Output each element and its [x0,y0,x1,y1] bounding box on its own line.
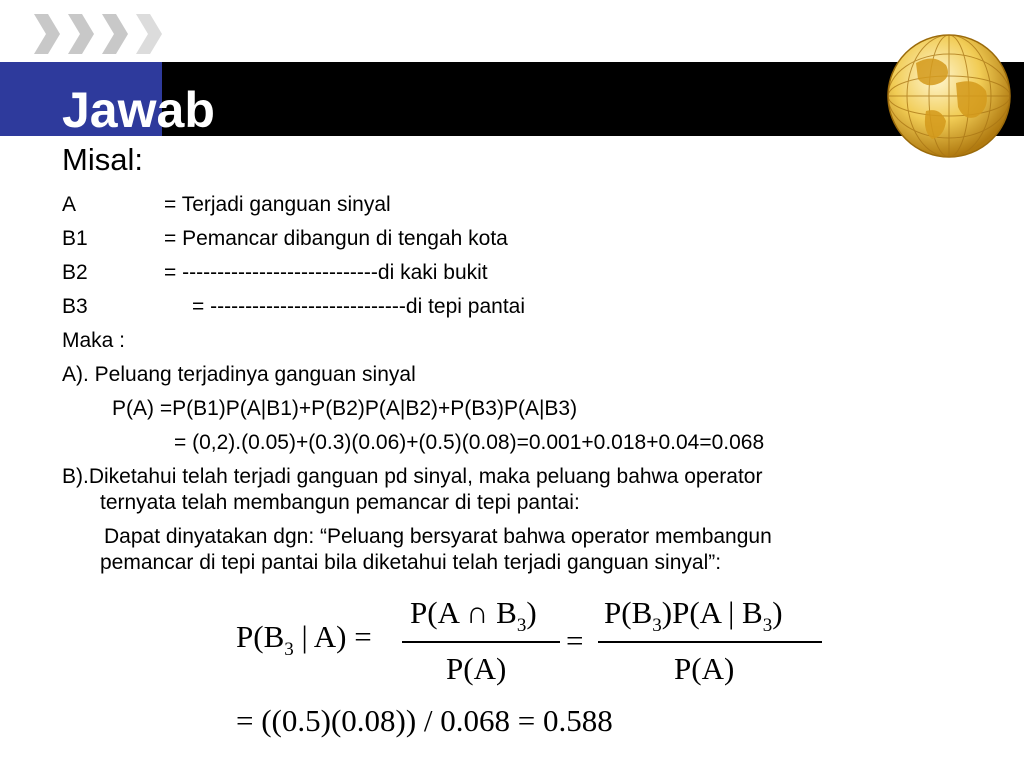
row-label: B1 [62,227,88,250]
equation-denominator-1: P(A) [446,651,507,686]
equation-denominator-2: P(A) [674,651,735,686]
equation-numerator-2: $P(B_3)P(A$ | $B_3$) [604,595,783,636]
slide-title: Jawab [62,82,215,138]
row-label: A [62,193,77,216]
globe-icon [886,33,1012,159]
part-b-text: B).Diketahui telah terjadi ganguan pd sinyal, maka peluang bahwa operator [62,465,763,488]
formula-a: P(A) =P(B1)P(A|B1)+P(B2)P(A|B2)+P(B3)P(A|B3) [112,397,578,420]
equals-sign: = [566,623,584,658]
equation-result: = ((0.5)(0.08)) / 0.068 = 0.588 [236,703,613,738]
row-definition: = Pemancar dibangun di tengah kota [164,227,508,250]
calc-a: = (0,2).(0.05)+(0.3)(0.06)+(0.5)(0.08)=0.001+0.018+0.04=0.068 [174,431,765,454]
row-label: B3 [62,295,88,318]
equation-numerator-1: P(A ∩ $B_3$) [410,595,537,636]
maka-text: Maka : [62,329,126,352]
misal-heading: Misal: [62,142,143,177]
fraction-bar [402,641,560,643]
row-definition: = Terjadi ganguan sinyal [164,193,391,216]
row-definition: = ----------------------------di kaki bukit [164,261,488,284]
row-label: B2 [62,261,88,284]
part-b-text: pemancar di tepi pantai bila diketahui telah terjadi ganguan sinyal”: [100,551,722,574]
fraction-bar [598,641,822,643]
chevron-right-icon [34,14,60,54]
equation-lhs: $P(B_3$ | A) = [236,619,372,660]
chevron-right-icon [68,14,94,54]
chevron-right-icon [136,14,162,54]
row-definition: = ----------------------------di tepi pantai [192,295,525,318]
part-b-text: Dapat dinyatakan dgn: “Peluang bersyarat bahwa operator membangun [104,525,772,548]
part-b-text: ternyata telah membangun pemancar di tepi pantai: [100,491,580,514]
chevron-right-icon [102,14,128,54]
part-a-heading: A). Peluang terjadinya ganguan sinyal [62,363,416,386]
